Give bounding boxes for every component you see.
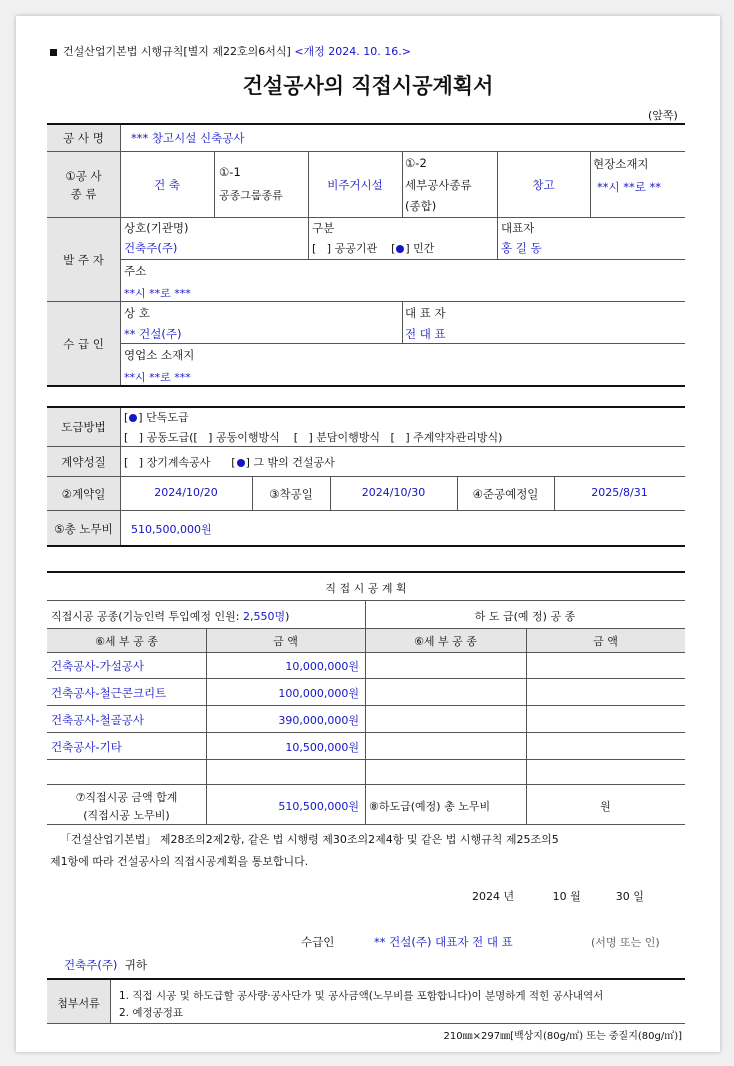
project-name-value: *** 창고시설 신축공사 [131,131,245,145]
completion-date-value: 2025/8/31 [591,486,648,499]
project-name-label: 공 사 명 [63,131,104,145]
detail-value: 창고 [532,178,555,192]
form-title: 건설공사의 직접시공계획서 [242,74,494,98]
notice-line-1: 「건설산업기본법」 제28조의2제2항, 같은 법 시행령 제30조의2제4항 및 같은 법 시행규칙 제25조의5 [60,833,559,846]
contractor-company-value: ** 건설(주) [124,327,182,341]
bullet-square-icon [50,49,57,56]
plan-title: 직 접 시 공 계 획 [325,582,407,595]
checked-dot-icon [129,414,137,422]
page-side-label: (앞쪽) [648,109,678,122]
col-amount2-header: 금 액 [593,635,618,648]
notice-line-2: 제1항에 따라 건설공사의 직접시공계획을 통보합니다. [50,855,309,868]
notice-date: 2024 년 10 월 30 일 [472,890,644,903]
labor-total-value: 510,500,000원 [131,523,212,536]
table-row-amount: 10,500,000원 [285,741,359,754]
detail-label-3: (종합) [405,199,437,213]
subcontract-total-label: ⑧하도급(예정) 총 노무비 [369,800,491,813]
total-amount: 510,500,000원 [278,800,359,813]
direct-header: 직접시공 공종(기능인력 투입예정 인원: 2,550명) [51,610,290,623]
labor-total-label: ⑤총 노무비 [54,522,113,536]
attachment-item-2: 2. 예정공정표 [119,1007,184,1019]
orderer-rep-value: 홍 길 동 [501,241,542,255]
attachment-item-1: 1. 직접 시공 및 하도급할 공사량·공사단가 및 공사금액(노무비를 포함합니다)이 분명하게 적힌 공사내역서 [119,990,604,1002]
subcontract-total-unit: 원 [600,800,611,813]
col-amount-header: 금 액 [273,635,298,648]
contractor-label: 수 급 인 [63,337,104,351]
col-work-header: ⑥세 부 공 종 [95,635,158,648]
group-value: 비주거시설 [327,178,383,192]
checked-dot-icon [237,459,245,467]
contract-date-value: 2024/10/20 [154,486,218,499]
orderer-rep-label: 대표자 [501,221,535,235]
table-row-amount: 10,000,000원 [285,660,359,673]
group-label-1: ①-1 [219,165,241,179]
site-label: 현장소재지 [593,157,649,171]
attachments-label: 첨부서류 [57,997,100,1010]
sign-note: (서명 또는 인) [591,936,660,949]
orderer-category-options: [ ] 공공기관 [ ] 민간 [312,242,435,255]
work-type-value: 건 축 [154,178,180,192]
table-row-work: 건축공사-철근콘크리트 [51,686,167,700]
subcontract-header: 하 도 급(예 정) 공 종 [474,610,576,623]
contract-date-label: ②계약일 [61,487,106,501]
detail-label-2: 세부공사종류 [405,178,472,192]
nature-label: 계약성질 [61,455,106,469]
start-date-label: ③착공일 [269,487,313,501]
start-date-value: 2024/10/30 [361,486,426,499]
contractor-rep-label: 대 표 자 [405,306,446,320]
completion-date-label: ④준공예정일 [472,487,539,501]
work-type-label-2: 종 류 [70,187,97,201]
nature-options: [ ] 장기계속공사 [ ] 그 밖의 건설공사 [124,456,335,469]
orderer-address-value: **시 **로 *** [124,287,191,300]
orderer-company-value: 건축주(주) [124,241,178,255]
submitter-value: ** 건설(주) 대표자 전 대 표 [374,935,513,949]
form-reference: 건설산업기본법 시행규칙[별지 제22호의6서식] <개정 2024. 10. 16.> [50,43,411,59]
orderer-label: 발 주 자 [63,253,104,267]
recipient: 건축주(주) 귀하 [64,958,147,972]
contractor-company-label: 상 호 [124,306,150,320]
paper-spec: 210㎜×297㎜[백상지(80g/㎡) 또는 중질지(80g/㎡)] [443,1031,682,1042]
contractor-rep-value: 전 대 표 [405,327,446,341]
site-value: **시 **로 ** [597,180,662,194]
detail-label-1: ①-2 [405,156,427,170]
method-label: 도급방법 [61,420,106,434]
orderer-category-label: 구분 [312,221,335,235]
contractor-office-label: 영업소 소재지 [124,348,195,362]
method-joint: [ ] 공동도급([ ] 공동이행방식 [ ] 분담이행방식 [ ] 주계약자관리방식) [124,431,503,444]
table-row-work: 건축공사-가설공사 [51,659,145,673]
col-work2-header: ⑥세 부 공 종 [414,635,477,648]
total-label-1: ⑦직접시공 금액 합계 [75,791,178,804]
checked-dot-icon [396,245,404,253]
orderer-address-label: 주소 [124,264,147,278]
table-row-amount: 100,000,000원 [278,687,359,700]
work-type-label-1: ①공 사 [65,169,102,183]
submitter-label: 수급인 [301,935,335,949]
table-row-work: 건축공사-기타 [51,740,122,754]
method-single: [ ] 단독도급 [124,411,189,424]
total-label-2: (직접시공 노무비) [83,809,170,822]
orderer-company-label: 상호(기관명) [124,221,189,235]
contractor-office-value: **시 **로 *** [124,371,191,384]
table-row-work: 건축공사-철골공사 [51,713,145,727]
group-label-2: 공종그룹종류 [219,189,283,202]
form-page [16,16,720,1052]
table-row-amount: 390,000,000원 [278,714,359,727]
